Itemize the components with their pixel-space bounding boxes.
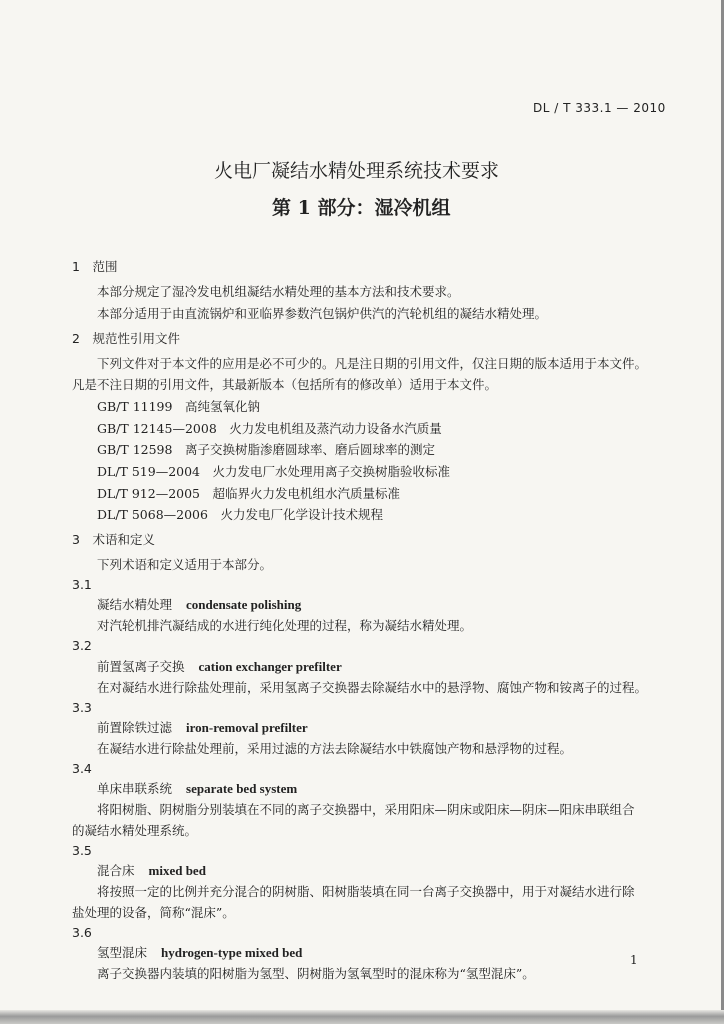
- term-definition-continued: 盐处理的设备，简称“混床”。: [72, 905, 235, 920]
- term-definition: 将按照一定的比例并充分混合的阴树脂、阳树脂装填在同一台离子交换器中，用于对凝结水进行除: [97, 884, 635, 899]
- term-definition: 在对凝结水进行除盐处理前，采用氢离子交换器去除凝结水中的悬浮物、腐蚀产物和铵离子的过程。: [97, 680, 648, 695]
- section-2-paragraph: 凡是不注日期的引用文件，其最新版本（包括所有的修改单）适用于本文件。: [72, 377, 498, 392]
- page-number: 1: [630, 953, 638, 967]
- term-heading: [97, 945, 302, 961]
- term-chinese: 混合床: [97, 863, 135, 878]
- term-heading: [97, 863, 206, 879]
- term-number: 3.6: [72, 925, 92, 940]
- term-chinese: 单床串联系统: [97, 781, 173, 796]
- reference-item: GB/T 11199 高纯氢氧化钠: [97, 399, 260, 414]
- section-1-paragraph: 本部分适用于由直流锅炉和亚临界参数汽包锅炉供汽的汽轮机组的凝结水精处理。: [97, 306, 548, 321]
- term-chinese: 前置氢离子交换: [97, 659, 185, 674]
- term-definition-continued: 的凝结水精处理系统。: [72, 823, 198, 838]
- term-definition: 将阳树脂、阴树脂分别装填在不同的离子交换器中，采用阳床—阴床或阳床—阴床—阳床串联组合: [97, 802, 635, 817]
- section-2-paragraph: 下列文件对于本文件的应用是必不可少的。凡是注日期的引用文件，仅注日期的版本适用于本文件。: [97, 356, 648, 371]
- document-code: DL / T 333.1 — 2010: [533, 101, 666, 115]
- term-english: iron-removal prefilter: [186, 720, 308, 735]
- term-english: mixed bed: [148, 863, 206, 878]
- section-1-heading: 1 范围: [72, 259, 118, 274]
- term-heading: [97, 659, 342, 675]
- term-number: 3.2: [72, 638, 92, 653]
- term-heading: [97, 597, 301, 613]
- term-english: separate bed system: [186, 781, 298, 796]
- scan-edge-bottom: [0, 1010, 724, 1024]
- term-heading: [97, 781, 297, 797]
- term-english: cation exchanger prefilter: [198, 659, 342, 674]
- term-chinese: 凝结水精处理: [97, 597, 173, 612]
- term-heading: [97, 720, 308, 736]
- term-chinese: 前置除铁过滤: [97, 720, 173, 735]
- term-definition: 在凝结水进行除盐处理前，采用过滤的方法去除凝结水中铁腐蚀产物和悬浮物的过程。: [97, 741, 573, 756]
- document-title: 火电厂凝结水精处理系统技术要求: [214, 160, 500, 182]
- term-english: hydrogen-type mixed bed: [161, 945, 303, 960]
- term-number: 3.5: [72, 843, 92, 858]
- term-number: 3.3: [72, 700, 92, 715]
- term-definition: 对汽轮机排汽凝结成的水进行纯化处理的过程，称为凝结水精处理。: [97, 618, 473, 633]
- reference-item: DL/T 519—2004 火力发电厂水处理用离子交换树脂验收标准: [97, 464, 451, 479]
- term-chinese: 氢型混床: [97, 945, 148, 960]
- reference-item: DL/T 5068—2006 火力发电厂化学设计技术规程: [97, 507, 383, 522]
- reference-item: GB/T 12598 离子交换树脂渗磨圆球率、磨后圆球率的测定: [97, 442, 435, 457]
- section-2-heading: 2 规范性引用文件: [72, 331, 180, 346]
- term-english: condensate polishing: [186, 597, 302, 612]
- term-definition: 离子交换器内装填的阳树脂为氢型、阴树脂为氢氧型时的混床称为“氢型混床”。: [97, 966, 535, 981]
- term-number: 3.4: [72, 761, 92, 776]
- section-1-paragraph: 本部分规定了湿冷发电机组凝结水精处理的基本方法和技术要求。: [97, 284, 460, 299]
- term-number: 3.1: [72, 577, 92, 592]
- document-subtitle: 第 1 部分：湿冷机组: [272, 197, 451, 219]
- section-3-heading: 3 术语和定义: [72, 532, 155, 547]
- section-3-intro: 下列术语和定义适用于本部分。: [97, 557, 273, 572]
- reference-item: DL/T 912—2005 超临界火力发电机组水汽质量标准: [97, 486, 401, 501]
- reference-item: GB/T 12145—2008 火力发电机组及蒸汽动力设备水汽质量: [97, 421, 442, 436]
